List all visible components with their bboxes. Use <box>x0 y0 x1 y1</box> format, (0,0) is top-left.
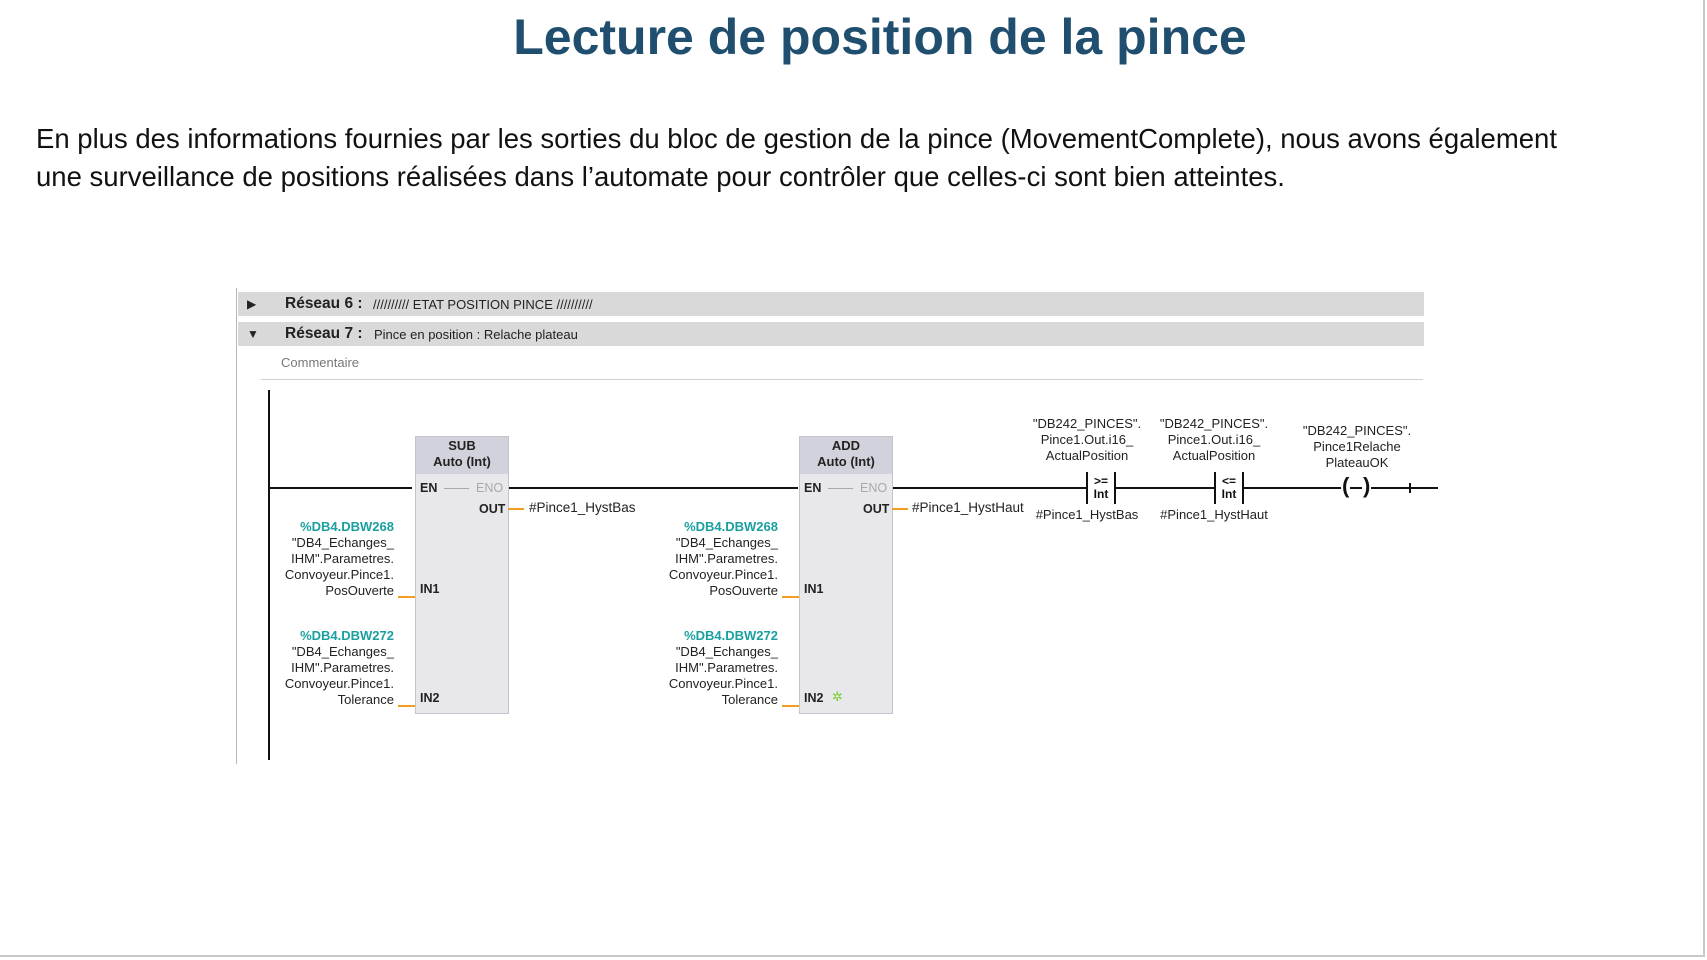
contact-1-tag-line-3: ActualPosition <box>1045 448 1129 463</box>
sub-en-pin: EN <box>420 481 438 495</box>
sub-in1-line-3: Convoyeur.Pince1. <box>284 567 394 582</box>
contact-2-tag[interactable] <box>1159 416 1269 464</box>
add-in1-line-3: Convoyeur.Pince1. <box>668 567 778 582</box>
network-6-description: ////////// ETAT POSITION PINCE ////////// <box>373 297 593 312</box>
sub-block-header <box>416 437 508 474</box>
contact-2-compare-var[interactable]: #Pince1_HystHaut <box>1160 507 1268 522</box>
sub-in2-line-4: Tolerance <box>337 692 394 707</box>
collapse-arrow-icon[interactable]: ▼ <box>247 327 259 341</box>
add-in2-line-4: Tolerance <box>721 692 778 707</box>
contact-1-body[interactable] <box>1088 475 1114 501</box>
sub-in1-pin: IN1 <box>420 582 440 596</box>
sub-out-wire <box>508 508 524 510</box>
add-block-type[interactable]: Auto (Int) <box>817 454 875 469</box>
coil-left-paren[interactable]: ( <box>1342 473 1350 498</box>
contact-2-tag-line-2: Pince1.Out.i16_ <box>1167 432 1261 447</box>
contact-2-body[interactable] <box>1216 475 1242 501</box>
ladder-editor <box>236 288 1426 764</box>
sub-in2-pin: IN2 <box>420 691 440 705</box>
sub-in1-operand[interactable] <box>285 519 394 599</box>
sub-in2-address: %DB4.DBW272 <box>300 628 394 643</box>
add-en-eno-dash <box>828 488 853 489</box>
network-7-description: Pince en position : Relache plateau <box>374 327 578 342</box>
contact-1-compare-var[interactable]: #Pince1_HystBas <box>1035 507 1139 522</box>
sub-in2-line-1: "DB4_Echanges_ <box>291 644 394 659</box>
add-eno-pin: ENO <box>860 481 888 495</box>
add-out-variable[interactable]: #Pince1_HystHaut <box>912 500 1024 515</box>
paragraph-line-2: une surveillance de positions réalisées dans l’automate pour contrôler que celles-ci sont bien atteintes. <box>36 161 1285 192</box>
coil-tag[interactable] <box>1302 423 1412 471</box>
add-in1-wire <box>782 596 799 598</box>
comment-divider <box>261 379 1423 380</box>
sub-block[interactable] <box>415 436 509 714</box>
expand-arrow-icon[interactable]: ▶ <box>247 297 257 311</box>
sub-in1-wire <box>398 596 415 598</box>
contact-2-tag-line-1: "DB242_PINCES". <box>1159 416 1269 431</box>
add-in1-line-1: "DB4_Echanges_ <box>675 535 778 550</box>
contact-1-type: Int <box>1093 487 1109 501</box>
power-rail <box>268 390 270 760</box>
paragraph-line-1: En plus des informations fournies par les sorties du bloc de gestion de la pince (MovementComplete), nous avons également <box>36 123 1557 154</box>
contact-1-right-bar <box>1114 472 1116 504</box>
network-6-label: Réseau 6 : <box>285 295 363 312</box>
coil-tag-line-3: PlateauOK <box>1325 455 1389 470</box>
contact-2-operator: <= <box>1221 474 1236 488</box>
rung-wire-1 <box>270 487 412 489</box>
add-in1-line-2: IHM".Parametres. <box>675 551 778 566</box>
add-in1-line-4: PosOuverte <box>709 583 778 598</box>
sub-in1-line-4: PosOuverte <box>325 583 394 598</box>
add-in2-line-1: "DB4_Echanges_ <box>675 644 778 659</box>
rung-wire-2 <box>508 487 798 489</box>
coil-wire-right <box>1378 487 1410 489</box>
contact-1-tag[interactable] <box>1032 416 1142 464</box>
add-in2-line-3: Convoyeur.Pince1. <box>668 676 778 691</box>
contact-2-tag-line-3: ActualPosition <box>1172 448 1256 463</box>
sub-en-eno-dash <box>444 488 469 489</box>
coil-right-paren[interactable]: ) <box>1363 473 1371 498</box>
add-in1-pin: IN1 <box>804 582 824 596</box>
sub-block-type[interactable]: Auto (Int) <box>433 454 491 469</box>
network-6-header[interactable] <box>238 292 1424 316</box>
contact-2-type: Int <box>1221 487 1237 501</box>
coil-tag-line-1: "DB242_PINCES". <box>1302 423 1412 438</box>
network-7-label: Réseau 7 : <box>285 325 363 342</box>
sub-eno-pin: ENO <box>476 481 504 495</box>
add-in2-address: %DB4.DBW272 <box>684 628 778 643</box>
contact-1-tag-line-2: Pince1.Out.i16_ <box>1040 432 1134 447</box>
network-7-header[interactable] <box>238 322 1424 346</box>
add-out-wire <box>892 508 908 510</box>
add-block[interactable] <box>799 436 893 714</box>
network-comment[interactable]: Commentaire <box>281 355 360 370</box>
add-in1-operand[interactable] <box>669 519 778 599</box>
add-in2-pin: IN2 <box>804 691 824 705</box>
sub-in1-address: %DB4.DBW268 <box>300 519 394 534</box>
slide-paragraph <box>36 120 1696 196</box>
add-in2-marker-icon[interactable]: ✲ <box>832 689 843 704</box>
contact-1-tag-line-1: "DB242_PINCES". <box>1032 416 1142 431</box>
sub-in1-line-1: "DB4_Echanges_ <box>291 535 394 550</box>
sub-in2-operand[interactable] <box>285 628 394 708</box>
sub-in1-line-2: IHM".Parametres. <box>291 551 394 566</box>
coil-tag-line-2: Pince1Relache <box>1313 439 1401 454</box>
editor-left-border <box>236 288 237 764</box>
add-out-pin: OUT <box>863 502 890 516</box>
slide-title: Lecture de position de la pince <box>513 9 1247 65</box>
sub-in2-wire <box>398 705 415 707</box>
add-block-title: ADD <box>831 438 861 453</box>
sub-out-pin: OUT <box>479 502 506 516</box>
sub-in2-line-2: IHM".Parametres. <box>291 660 394 675</box>
add-en-pin: EN <box>804 481 822 495</box>
add-in2-line-2: IHM".Parametres. <box>675 660 778 675</box>
rung-end-marker <box>1409 483 1411 493</box>
add-in2-wire <box>782 705 799 707</box>
add-in1-address: %DB4.DBW268 <box>684 519 778 534</box>
add-in2-operand[interactable] <box>669 628 778 708</box>
sub-block-title: SUB <box>448 438 476 453</box>
add-block-header <box>800 437 892 474</box>
contact-2-right-bar <box>1242 472 1244 504</box>
sub-out-variable[interactable]: #Pince1_HystBas <box>529 500 636 515</box>
sub-in2-line-3: Convoyeur.Pince1. <box>284 676 394 691</box>
contact-1-operator: >= <box>1093 474 1108 488</box>
